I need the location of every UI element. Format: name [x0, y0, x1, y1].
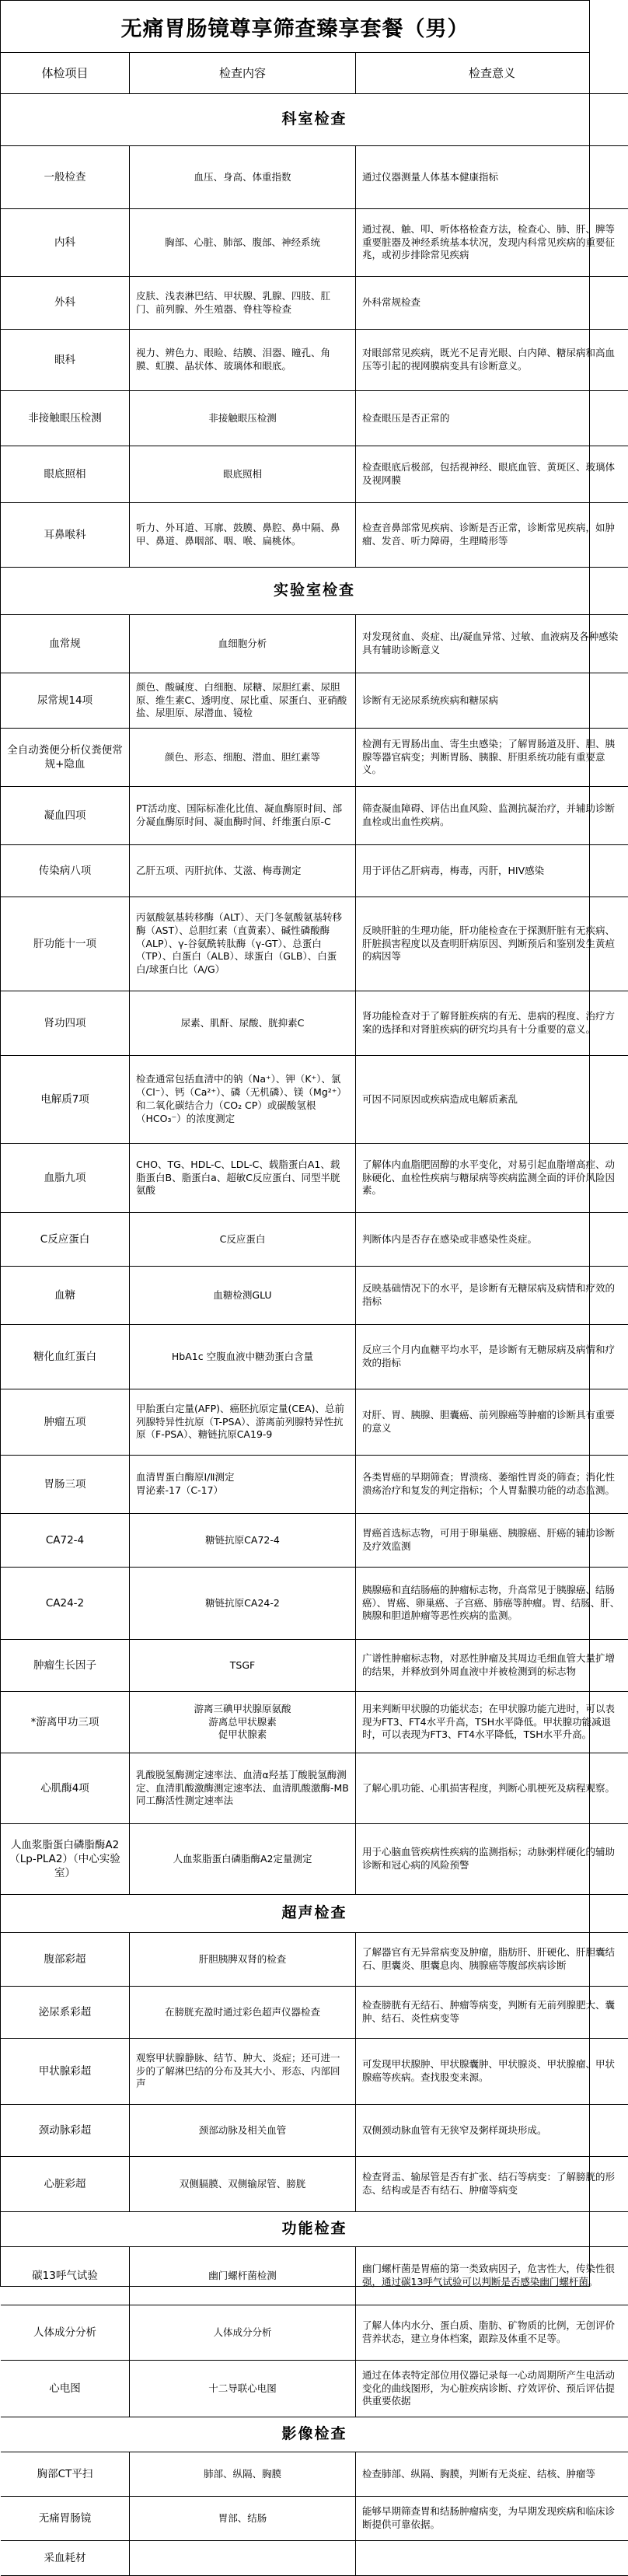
exam-table — [1, 53, 628, 2576]
exam-content: 视力、辨色力、眼睑、结膜、泪器、瞳孔、角膜、虹膜、晶状体、玻璃体和眼底。 — [130, 330, 356, 391]
exam-content: CHO、TG、HDL-C、LDL-C、载脂蛋白A1、载脂蛋白B、脂蛋白a、超敏C反应蛋白、同型半胱氨酸 — [130, 1144, 356, 1213]
table-row — [1, 1987, 628, 2039]
exam-meaning: 对眼部常见疾病，既光不足青光眼、白内障、糖尿病和高血压等引起的视网膜病变具有诊断意义。 — [356, 330, 628, 391]
exam-content — [130, 2541, 356, 2576]
exam-item: C反应蛋白 — [1, 1213, 130, 1267]
table-row — [1, 845, 628, 897]
exam-content: 丙氨酸氨基转移酶（ALT）、天门冬氨酸氨基转移酶（AST）、总胆红素（直黄素）、碱性磷酸酶（ALP）、γ-谷氨酰转肽酶（γ-GT）、总蛋白（TP）、白蛋白（ALB）、球蛋白（GLB）、白蛋白/球蛋白比（A/G） — [130, 897, 356, 991]
exam-item: 泌尿系彩超 — [1, 1987, 130, 2039]
exam-item: 糖化血红蛋白 — [1, 1325, 130, 1389]
header-meaning: 检查意义 — [356, 53, 628, 94]
exam-content: 糖链抗原CA24-2 — [130, 1568, 356, 1640]
exam-item: 内科 — [1, 209, 130, 277]
exam-item: CA24-2 — [1, 1568, 130, 1640]
exam-item: 胃肠三项 — [1, 1456, 130, 1514]
table-row — [1, 729, 628, 787]
exam-item: CA72-4 — [1, 1514, 130, 1568]
exam-meaning: 用于心脑血管疾病性疾病的监测指标；动脉粥样硬化的辅助诊断和冠心病的风险预警 — [356, 1824, 628, 1895]
table-row — [1, 2247, 628, 2305]
exam-meaning: 检查眼底后极部，包括视神经、眼底血管、黄斑区、玻璃体及视网膜 — [356, 446, 628, 503]
exam-content: 观察甲状腺静脉、结节、肿大、炎症；还可进一步的了解淋巴结的分布及其大小、形态、内部回声 — [130, 2039, 356, 2105]
exam-item: 肿瘤生长因子 — [1, 1640, 130, 1692]
table-row — [1, 503, 628, 568]
exam-meaning: 检测有无胃肠出血、寄生虫感染；了解胃肠道及肝、胆、胰腺等器官病变；判断胃肠、胰腺、肝胆系统功能有重要意义。 — [356, 729, 628, 787]
exam-item: 腹部彩超 — [1, 1933, 130, 1987]
exam-content: 颜色、酸碱度、白细胞、尿糖、尿胆红素、尿胆原、维生素C、透明度、尿比重、尿蛋白、亚硝酸盐、尿胆原、尿潜血、镜检 — [130, 673, 356, 729]
exam-meaning: 了解人体内水分、蛋白质、脂肪、矿物质的比例，无创评价营养状态，建立身体档案，跟踪及体重不足等。 — [356, 2305, 628, 2361]
exam-item: 耳鼻喉科 — [1, 503, 130, 568]
exam-meaning: 检查眼压是否正常的 — [356, 391, 628, 446]
exam-content: 幽门螺杆菌检测 — [130, 2247, 356, 2305]
exam-item: 外科 — [1, 277, 130, 330]
table-row — [1, 1514, 628, 1568]
table-row — [1, 277, 628, 330]
exam-content: 糖链抗原CA72-4 — [130, 1514, 356, 1568]
exam-item: 血常规 — [1, 615, 130, 673]
table-row — [1, 146, 628, 209]
exam-meaning: 检查膀胱有无结石、肿瘤等病变，判断有无前列腺肥大、囊肿、结石、炎性病变等 — [356, 1987, 628, 2039]
exam-meaning: 反映基础情况下的水平，是诊断有无糖尿病及病情和疗效的指标 — [356, 1267, 628, 1325]
table-row — [1, 1267, 628, 1325]
exam-item: 胸部CT平扫 — [1, 2452, 130, 2497]
exam-item: *游离甲功三项 — [1, 1692, 130, 1753]
table-header-row — [1, 53, 628, 94]
table-row — [1, 1456, 628, 1514]
table-row — [1, 446, 628, 503]
table-row — [1, 2305, 628, 2361]
exam-content: 血清胃蛋白酶原Ⅰ/Ⅱ测定 胃泌素-17（C-17） — [130, 1456, 356, 1514]
section-title: 科室检查 — [1, 94, 628, 146]
table-row — [1, 209, 628, 277]
table-row — [1, 2361, 628, 2417]
table-row — [1, 1144, 628, 1213]
table-row — [1, 1213, 628, 1267]
section-title: 功能检查 — [1, 2212, 628, 2247]
table-row — [1, 615, 628, 673]
table-row — [1, 673, 628, 729]
exam-meaning: 可发现甲状腺肿、甲状腺囊肿、甲状腺炎、甲状腺瘤、甲状腺癌等疾病。查找股变来源。 — [356, 2039, 628, 2105]
exam-content: PT活动度、国际标准化比值、凝血酶原时间、部分凝血酶原时间、凝血酶时间、纤维蛋白原-C — [130, 787, 356, 845]
header-item: 体检项目 — [1, 53, 130, 94]
exam-content: 人血浆脂蛋白磷脂酶A2定量测定 — [130, 1824, 356, 1895]
page-title: 无痛胃肠镜尊享筛查臻享套餐（男） — [1, 1, 589, 53]
exam-content: 十二导联心电图 — [130, 2361, 356, 2417]
exam-item: 心脏彩超 — [1, 2157, 130, 2212]
exam-meaning: 诊断有无泌尿系统疾病和糖尿病 — [356, 673, 628, 729]
exam-meaning: 了解心肌功能、心肌损害程度，判断心肌梗死及病程观察。 — [356, 1753, 628, 1824]
exam-meaning: 双侧颈动脉血管有无狭窄及粥样斑块形成。 — [356, 2105, 628, 2157]
exam-item: 甲状腺彩超 — [1, 2039, 130, 2105]
exam-content: C反应蛋白 — [130, 1213, 356, 1267]
table-row — [1, 2452, 628, 2497]
exam-meaning: 通过在体表特定部位用仪器记录每一心动周期所产生电活动变化的曲线图形，为心脏疾病诊断、疗效评价、预后评估提供重要依据 — [356, 2361, 628, 2417]
exam-item: 肝功能十一项 — [1, 897, 130, 991]
exam-meaning: 对发现贫血、炎症、出/凝血异常、过敏、血液病及各种感染具有辅助诊断意义 — [356, 615, 628, 673]
exam-meaning: 胃癌首选标志物，可用于卵巢癌、胰腺癌、肝癌的辅助诊断及疗效监测 — [356, 1514, 628, 1568]
section-title: 超声检查 — [1, 1895, 628, 1933]
section-title: 影像检查 — [1, 2417, 628, 2452]
exam-content: 检查通常包括血清中的钠（Na⁺）、钾（K⁺）、氯（Cl⁻）、钙（Ca²⁺）、磷（无机磷）、镁（Mg²⁺）和二氧化碳结合力（CO₂ CP）或碳酸氢根（HCO₃⁻）的浓度测定 — [130, 1056, 356, 1144]
exam-meaning: 反映肝脏的生理功能，肝功能检查在于探测肝脏有无疾病、肝脏损害程度以及查明肝病原因、判断预后和鉴别发生黄疸的病因等 — [356, 897, 628, 991]
exam-meaning: 对肝、胃、胰腺、胆囊癌、前列腺癌等肿瘤的诊断具有重要的意义 — [356, 1389, 628, 1456]
exam-content: 双侧膈膜、双侧输尿管、膀胱 — [130, 2157, 356, 2212]
table-row — [1, 2157, 628, 2212]
table-row — [1, 1389, 628, 1456]
exam-item: 凝血四项 — [1, 787, 130, 845]
exam-meaning: 了解体内血脂肥固醇的水平变化，对易引起血脂增高症、动脉硬化、血栓性疾病与糖尿病等疾病监测全面的评价风险因素。 — [356, 1144, 628, 1213]
table-row — [1, 2541, 628, 2576]
section-row — [1, 568, 628, 615]
exam-content: HbA1c 空腹血液中糖劲蛋白含量 — [130, 1325, 356, 1389]
exam-content: 乙肝五项、丙肝抗体、艾滋、梅毒测定 — [130, 845, 356, 897]
exam-item: 心肌酶4项 — [1, 1753, 130, 1824]
exam-meaning: 肾功能检查对于了解肾脏疾病的有无、患病的程度、治疗方案的选择和对肾脏疾病的研究均具有十分重要的意义。 — [356, 991, 628, 1056]
exam-item: 血脂九项 — [1, 1144, 130, 1213]
exam-item: 采血耗材 — [1, 2541, 130, 2576]
exam-meaning: 通过视、触、叩、听体格检查方法，检查心、肺、肝、脾等重要脏器及神经系统基本状况，发现内科常见疾病的重要征兆，或初步排除常见疾病 — [356, 209, 628, 277]
table-row — [1, 391, 628, 446]
exam-content: 血糖检测GLU — [130, 1267, 356, 1325]
exam-content: 颜色、形态、细胞、潜血、胆红素等 — [130, 729, 356, 787]
exam-content: 非接触眼压检测 — [130, 391, 356, 446]
table-row — [1, 2039, 628, 2105]
exam-meaning: 幽门螺杆菌是胃癌的第一类致病因子，危害性大，传染性很强，通过碳13呼气试验可以判断是否感染幽门螺杆菌。 — [356, 2247, 628, 2305]
exam-meaning: 反应三个月内血糖平均水平，是诊断有无糖尿病及病情和疗效的指标 — [356, 1325, 628, 1389]
table-row — [1, 330, 628, 391]
exam-meaning: 能够早期筛查胃和结肠肿瘤病变，为早期发现疾病和临床诊断提供可靠依据。 — [356, 2497, 628, 2541]
exam-item: 肿瘤五项 — [1, 1389, 130, 1456]
exam-item: 人体成分分析 — [1, 2305, 130, 2361]
exam-content: 游离三碘甲状腺原氨酸 游离总甲状腺素 促甲状腺素 — [130, 1692, 356, 1753]
exam-content: 皮肤、浅表淋巴结、甲状腺、乳腺、四肢、肛门、前列腺、外生殖器、脊柱等检查 — [130, 277, 356, 330]
exam-content: 肝胆胰脾双肾的检查 — [130, 1933, 356, 1987]
exam-item: 全自动粪便分析仪粪便常规+隐血 — [1, 729, 130, 787]
section-title: 实验室检查 — [1, 568, 628, 615]
table-row — [1, 2497, 628, 2541]
exam-item: 颈动脉彩超 — [1, 2105, 130, 2157]
exam-content: 血压、身高、体重指数 — [130, 146, 356, 209]
exam-item: 无痛胃肠镜 — [1, 2497, 130, 2541]
table-row — [1, 1640, 628, 1692]
exam-item: 眼底照相 — [1, 446, 130, 503]
exam-content: 颈部动脉及相关血管 — [130, 2105, 356, 2157]
exam-item: 人血浆脂蛋白磷脂酶A2（Lp-PLA2）（中心实验室） — [1, 1824, 130, 1895]
exam-item: 非接触眼压检测 — [1, 391, 130, 446]
exam-meaning: 检查音鼻部常见疾病、诊断是否正常，诊断常见疾病，如肿瘤、发音、听力障碍，生理畸形等 — [356, 503, 628, 568]
table-row — [1, 1325, 628, 1389]
exam-content: 尿素、肌酐、尿酸、胱抑素C — [130, 991, 356, 1056]
header-content: 检查内容 — [130, 53, 356, 94]
exam-item: 碳13呼气试验 — [1, 2247, 130, 2305]
exam-item: 尿常规14项 — [1, 673, 130, 729]
section-row — [1, 1895, 628, 1933]
table-row — [1, 1568, 628, 1640]
exam-meaning: 检查肾盂、输尿管是否有扩张、结石等病变：了解膀胱的形态、结构或是否有结石、肿瘤等病变 — [356, 2157, 628, 2212]
exam-meaning: 广谱性肿瘤标志物，对恶性肿瘤及其周边毛细血管大量扩增的结果，并释放到外周血液中并被检测到的标志物 — [356, 1640, 628, 1692]
exam-meaning: 检查肺部、纵隔、胸膜，判断有无炎症、结核、肿瘤等 — [356, 2452, 628, 2497]
exam-meaning: 胰腺癌和直结肠癌的肿瘤标志物，升高常见于胰腺癌、结肠癌）、胃癌、卵巢癌、子宫癌、肺癌等肿瘤。胃、结肠、肝、胰腺和胆道肿瘤等恶性疾病的监测。 — [356, 1568, 628, 1640]
exam-content: TSGF — [130, 1640, 356, 1692]
table-row — [1, 991, 628, 1056]
exam-meaning: 了解器官有无异常病变及肿瘤，脂肪肝、肝硬化、肝胆囊结石、胆囊炎、胆囊息肉、胰腺癌等腹部疾病诊断 — [356, 1933, 628, 1987]
exam-content: 胸部、心脏、肺部、腹部、神经系统 — [130, 209, 356, 277]
exam-item: 肾功四项 — [1, 991, 130, 1056]
table-row — [1, 1824, 628, 1895]
exam-content: 人体成分分析 — [130, 2305, 356, 2361]
table-row — [1, 1933, 628, 1987]
exam-meaning: 外科常规检查 — [356, 277, 628, 330]
exam-item: 电解质7项 — [1, 1056, 130, 1144]
section-row — [1, 94, 628, 146]
exam-content: 在膀胱充盈时通过彩色超声仪器检查 — [130, 1987, 356, 2039]
exam-content: 听力、外耳道、耳廓、鼓膜、鼻腔、鼻中隔、鼻甲、鼻道、鼻咽部、咽、喉、扁桃体。 — [130, 503, 356, 568]
exam-meaning — [356, 2541, 628, 2576]
table-row — [1, 1692, 628, 1753]
exam-content: 乳酸脱氢酶测定速率法、血清α羟基丁酸脱氢酶测定、血清肌酸激酶测定速率法、血清肌酸激酶-MB同工酶活性测定速率法 — [130, 1753, 356, 1824]
table-row — [1, 787, 628, 845]
exam-meaning: 用于评估乙肝病毒，梅毒，丙肝，HIV感染 — [356, 845, 628, 897]
table-row — [1, 2105, 628, 2157]
table-row — [1, 1056, 628, 1144]
exam-meaning: 判断体内是否存在感染或非感染性炎症。 — [356, 1213, 628, 1267]
table-row — [1, 1753, 628, 1824]
exam-content: 肺部、纵隔、胸膜 — [130, 2452, 356, 2497]
exam-meaning: 筛查凝血障碍、评估出血风险、监测抗凝治疗，并辅助诊断血栓或出血性疾病。 — [356, 787, 628, 845]
exam-meaning: 各类胃癌的早期筛查；胃溃疡、萎缩性胃炎的筛查；消化性溃疡治疗和复发的判定指标；个人胃黏膜功能的动态监测。 — [356, 1456, 628, 1514]
exam-content: 血细胞分析 — [130, 615, 356, 673]
exam-item: 心电图 — [1, 2361, 130, 2417]
exam-content: 眼底照相 — [130, 446, 356, 503]
exam-meaning: 通过仪器测量人体基本健康指标 — [356, 146, 628, 209]
exam-content: 甲胎蛋白定量(AFP)、癌胚抗原定量(CEA)、总前列腺特异性抗原（T-PSA）、游离前列腺特异性抗原（F-PSA）、糖链抗原CA19-9 — [130, 1389, 356, 1456]
exam-item: 一般检查 — [1, 146, 130, 209]
exam-meaning: 可因不同原因或疾病造成电解质紊乱 — [356, 1056, 628, 1144]
exam-item: 血糖 — [1, 1267, 130, 1325]
exam-meaning: 用来判断甲状腺的功能状态；在甲状腺功能亢进时，可以表现为FT3、FT4水平升高，TSH水平降低。甲状腺功能减退时，可以表现为FT3、FT4水平降低，TSH水平升高。 — [356, 1692, 628, 1753]
section-row — [1, 2417, 628, 2452]
table-row — [1, 897, 628, 991]
section-row — [1, 2212, 628, 2247]
exam-item: 传染病八项 — [1, 845, 130, 897]
exam-content: 胃部、结肠 — [130, 2497, 356, 2541]
exam-item: 眼科 — [1, 330, 130, 391]
